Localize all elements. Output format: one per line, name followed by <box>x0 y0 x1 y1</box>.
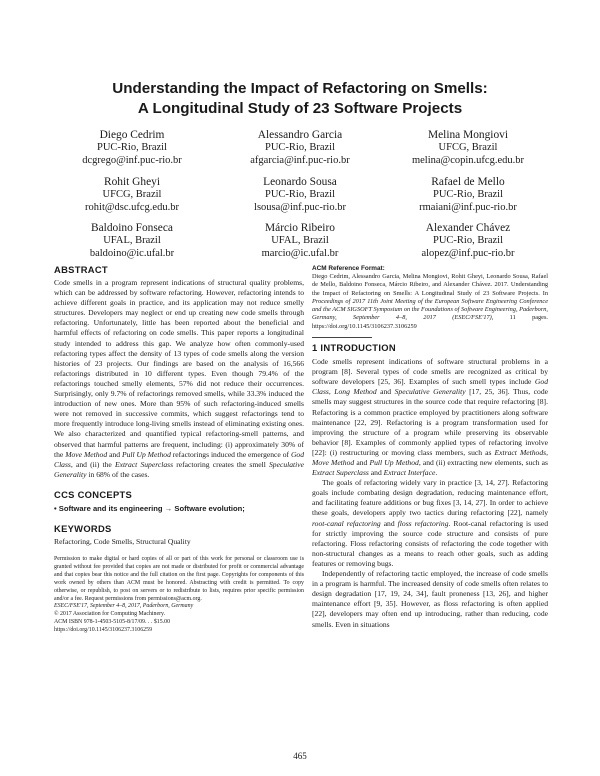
author-block <box>368 222 568 260</box>
author-name: Alessandro Garcia <box>257 129 343 141</box>
permission-notice: Permission to make digital or hard copies of all or part of this work for personal or classroom use is granted without fee provided that copies are not made or distributed for profit or commercial advantage and that copies bear this notice and the full citation on the first page. Copyrights for components of this work owned by others than ACM must be honored. Abstracting with credit is permitted. To copy otherwise, or republish, to post on servers or to redistribute to lists, requires prior specific permission and/or a fee. Request permissions from permissions@acm.org. <box>54 555 304 602</box>
author-affiliation: UFAL, Brazil <box>271 234 329 246</box>
paper-title-line-1: Understanding the Impact of Refactoring on Smells: <box>112 80 488 97</box>
author-email: marcio@ic.ufal.br <box>261 247 339 259</box>
introduction-text <box>312 357 548 630</box>
author-name: Márcio Ribeiro <box>265 222 335 234</box>
doi-line: https://doi.org/10.1145/3106237.3106259 <box>54 627 153 634</box>
author-name: Baldoino Fonseca <box>91 222 173 234</box>
keywords-text: Refactoring, Code Smells, Structural Quality <box>54 536 191 546</box>
author-email: lsousa@inf.puc-rio.br <box>254 201 346 213</box>
author-affiliation: PUC-Rio, Brazil <box>433 234 503 246</box>
author-affiliation: UFAL, Brazil <box>103 234 161 246</box>
divider <box>312 337 372 338</box>
ccs-text: • Software and its engineering → Software evolution; <box>54 503 245 513</box>
author-email: alopez@inf.puc-rio.br <box>421 247 515 259</box>
keywords-heading: KEYWORDS <box>54 522 112 534</box>
author-name: Rohit Gheyi <box>103 176 160 188</box>
author-affiliation: UFCG, Brazil <box>438 141 498 153</box>
abstract-text: Code smells in a program represent indications of structural quality problems, which can be addressed by software refactoring. However, refactoring intends to achieve different goals in practice, and its application may not reduce smelly structures. Developers may neglect or end up creating new code smells through refactoring. Unfortunately, little has been reported about the beneficial and harmful effects of refactoring on code smells. This paper reports a longitudinal study intended to address this gap. We analyze how often commonly-used refactoring types affect the density of 13 types of code smells along the version histories of 23 projects. Our findings are based on the analysis of 16,566 refactorings distributed in 10 different types. Even though 79.4% of the refactorings touched smelly elements, 57% did not reduce their occurrences. Surprisingly, only 9.7% of refactorings removed smells, while 33.3% induced the introduction of new ones. More than 95% of such refactoring-induced smells were not removed in successive commits, which suggest refactorings tend to more frequently introduce long-living smells instead of eliminating existing ones. We also characterized and quantified typical refactoring-smell patterns, and observed that harmful patterns are frequent, including: (i) approximately 30% of the Move Method and Pull Up Method refactorings induced the emergence of God Class, and (ii) the Extract Superclass refactoring creates the smell Speculative Generality in 68% of the cases. <box>54 278 305 479</box>
author-name: Rafael de Mello <box>431 176 505 188</box>
author-affiliation: PUC-Rio, Brazil <box>265 141 335 153</box>
author-affiliation: PUC-Rio, Brazil <box>265 188 335 200</box>
author-affiliation: PUC-Rio, Brazil <box>433 188 503 200</box>
left-column <box>54 264 304 635</box>
reference-format-heading: ACM Reference Format: <box>312 265 385 272</box>
author-name: Alexander Chávez <box>425 222 511 234</box>
author-block <box>368 176 568 214</box>
paragraph: Code smells represent indications of software structural problems in a program [8]. Several types of code smells are recognized as critical by software developers [25, 36]. Examples of such smell types include God Class, Long Method and Speculative Generality [17, 25, 36]. Thus, code smells may suggest structures in the source code that require refactoring [8]. Refactoring is a common practice employed by practitioners along software maintenance [22, 29]. Refactoring is a program transformation used for improving the structure of a program while preserving its observable behavior [8]. Examples of commonly applied types of refactoring involve [22]: (i) restructuring or moving class members, such as Extract Methods, Move Method and Pull Up Method, and (ii) extracting new elements, such as Extract Superclass and Extract Interface. <box>312 357 548 478</box>
reference-format-text: Diego Cedrim, Alessandro Garcia, Melina Mongiovi, Rohit Gheyi, Leonardo Sousa, Rafael de Mello, Baldoino Fonseca, Márcio Ribeiro, and Alexander Chávez. 2017. Understanding the Impact of Refactoring on Smells: A Longitudinal Study of 23 Software Projects. In Proceedings of 2017 11th Joint Meeting of the European Software Engineering Conference and the ACM SIGSOFT Symposium on the Foundations of Software Engineering, Paderborn, Germany, September 4–8, 2017 (ESEC/FSE'17), 11 pages. https://doi.org/10.1145/3106237.3106259 <box>312 273 548 330</box>
abstract-heading: ABSTRACT <box>54 264 108 275</box>
venue-line: ESEC/FSE'17, September 4–8, 2017, Paderborn, Germany <box>54 603 194 610</box>
author-email: baldoino@ic.ufal.br <box>89 247 175 259</box>
copyright-line: © 2017 Association for Computing Machinery. <box>54 611 166 618</box>
right-column <box>312 264 548 630</box>
author-name: Diego Cedrim <box>99 129 165 141</box>
author-email: dcgrego@inf.puc-rio.br <box>82 154 182 166</box>
paper-title-line-2: A Longitudinal Study of 23 Software Projects <box>137 100 463 117</box>
author-affiliation: UFCG, Brazil <box>102 188 162 200</box>
page-number: 465 <box>293 751 307 761</box>
paragraph: The goals of refactoring widely vary in practice [3, 14, 27]. Refactoring goals include combating design degradation, reducing maintenance effort, and facilitating feature additions or bug fixes [3, 14, 27]. In order to achieve these goals, developers apply two tactics during refactoring [22], namely root-canal refactoring and floss refactoring. Root-canal refactoring is used for strictly improving the source code structure and consists of pure refactoring. Floss refactoring consists of refactoring the code together with non-structural changes as a means to reach other goals, such as adding features or removing bugs. <box>312 478 549 568</box>
author-name: Leonardo Sousa <box>263 176 337 188</box>
author-affiliation: PUC-Rio, Brazil <box>97 141 167 153</box>
isbn-line: ACM ISBN 978-1-4503-5105-8/17/09. . . $15.00 <box>54 619 171 626</box>
ccs-heading: CCS CONCEPTS <box>54 488 133 500</box>
author-block <box>368 129 568 167</box>
introduction-heading: 1 INTRODUCTION <box>312 342 396 354</box>
author-name: Melina Mongiovi <box>427 129 509 141</box>
author-email: rohit@dsc.ufcg.edu.br <box>85 201 179 213</box>
author-email: melina@copin.ufcg.edu.br <box>411 154 524 166</box>
author-email: rmaiani@inf.puc-rio.br <box>419 201 517 213</box>
paragraph: Independently of refactoring tactic employed, the increase of code smells in a program is harmful. The increased density of code smells often relates to design degradation [17, 19, 24, 34], fault proneness [13, 26], and higher maintenance effort [9, 35]. However, as floss refactoring is often applied [22], developers may often end up introducing, rather than reducing, code smells. Even in situations <box>312 569 548 629</box>
author-email: afgarcia@inf.puc-rio.br <box>250 154 350 166</box>
